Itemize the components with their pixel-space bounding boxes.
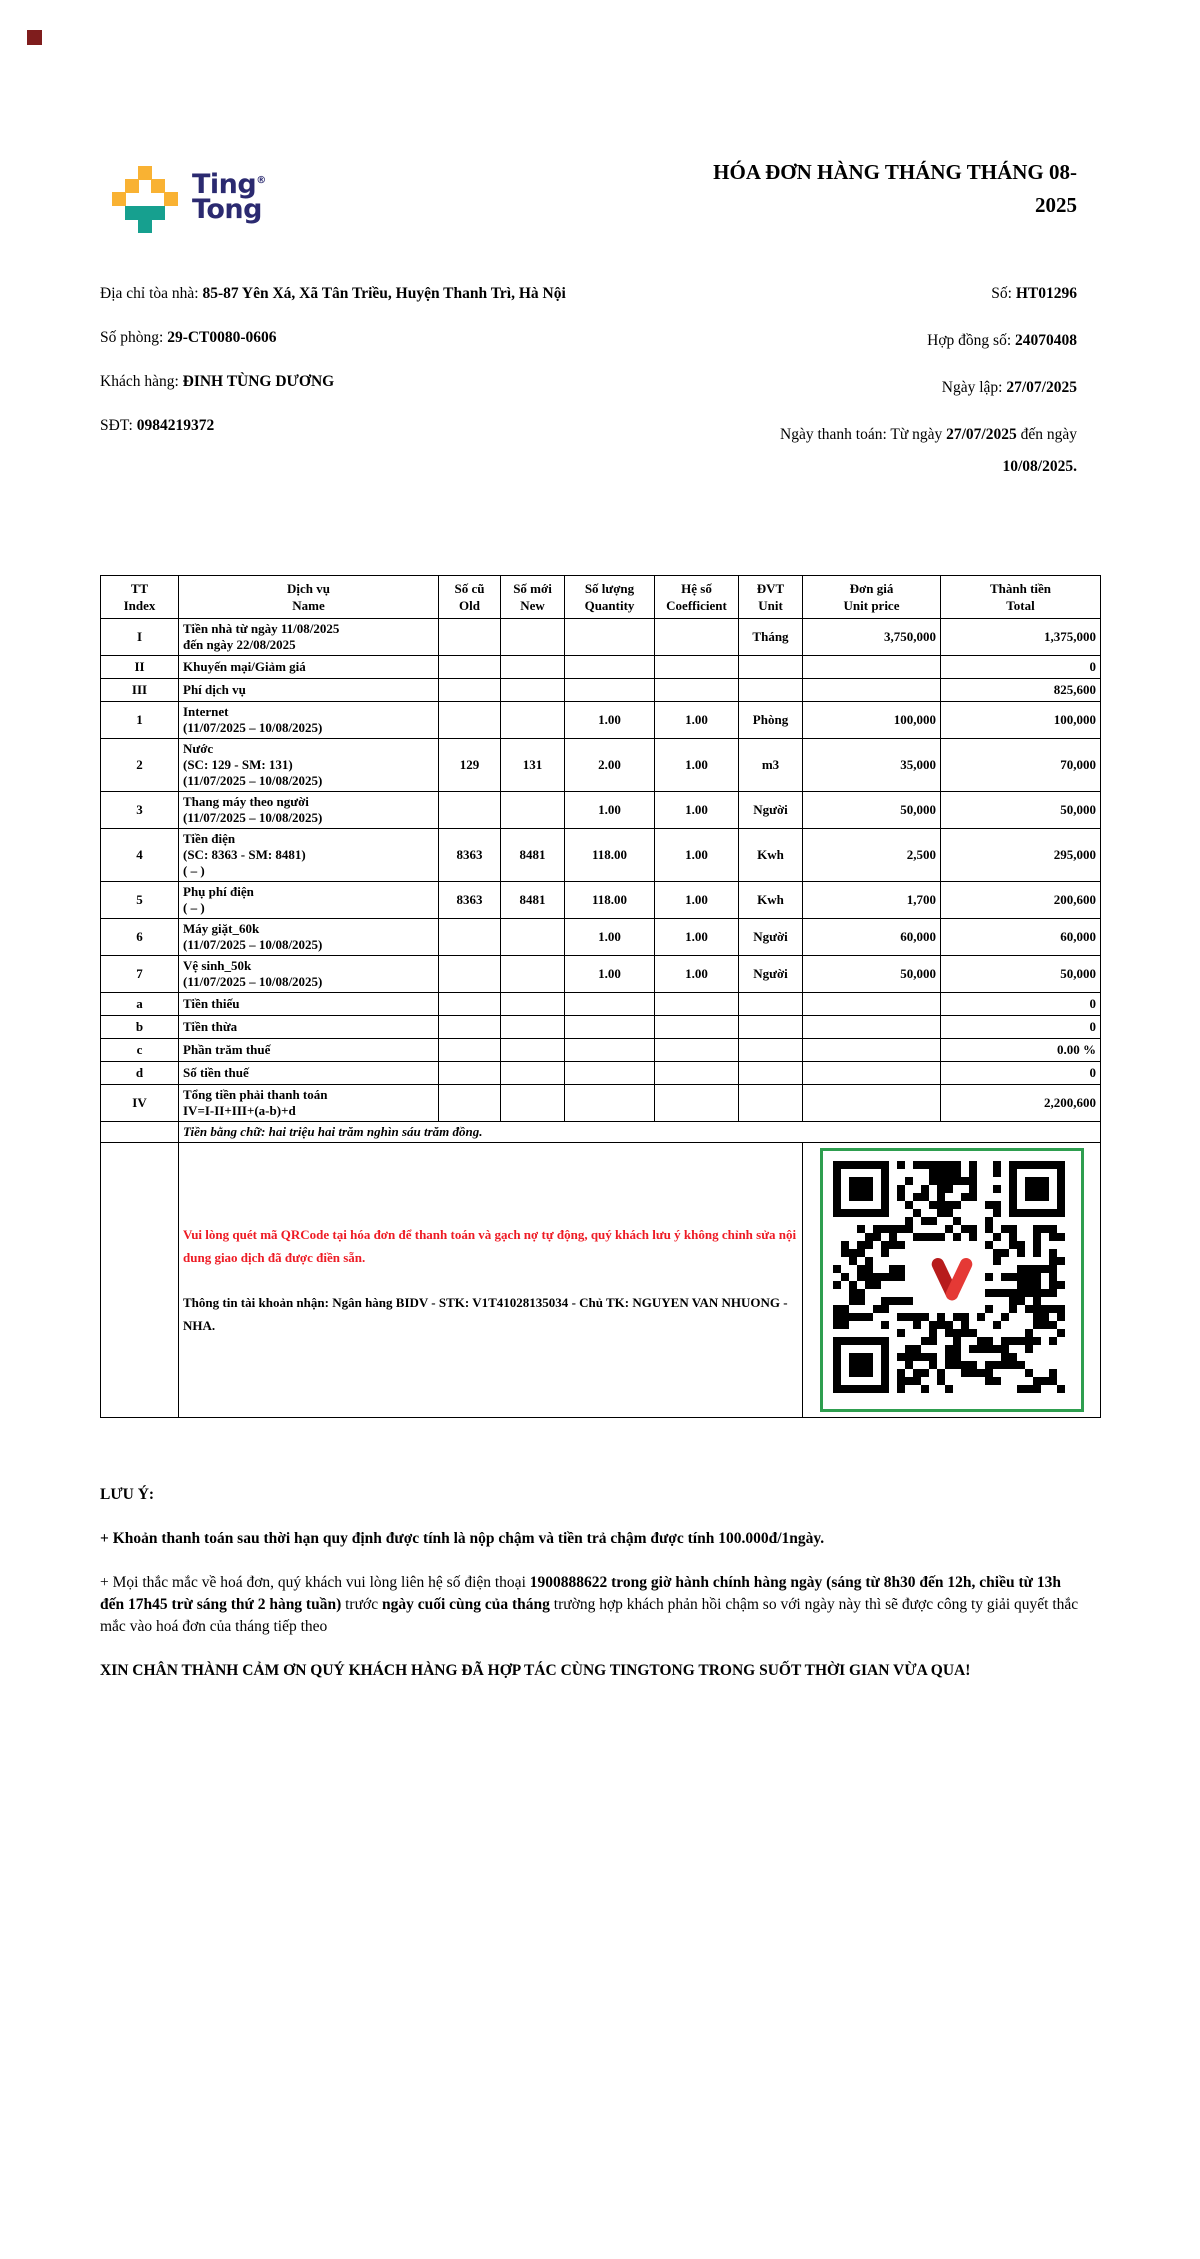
charges-table-footer bbox=[101, 1122, 1101, 1418]
cell-unit bbox=[739, 1016, 803, 1039]
cell-new-reading: 131 bbox=[501, 739, 565, 792]
cell-index: 6 bbox=[101, 919, 179, 956]
column-header: Hệ số Coefficient bbox=[655, 576, 739, 619]
cell-quantity bbox=[565, 1039, 655, 1062]
cell-service-name: Tiền nhà từ ngày 11/08/2025 đến ngày 22/08/2025 bbox=[179, 619, 439, 656]
cell-coefficient bbox=[655, 679, 739, 702]
cell-index: a bbox=[101, 993, 179, 1016]
cell-total: 60,000 bbox=[941, 919, 1101, 956]
cell-new-reading bbox=[501, 1039, 565, 1062]
cell-old-reading bbox=[439, 1039, 501, 1062]
cell-coefficient: 1.00 bbox=[655, 956, 739, 993]
customer-info bbox=[100, 278, 580, 454]
cell-service-name: Thang máy theo người (11/07/2025 – 10/08/2025) bbox=[179, 792, 439, 829]
registered-mark: ® bbox=[256, 175, 266, 186]
cell-new-reading bbox=[501, 1062, 565, 1085]
table-row bbox=[101, 919, 1101, 956]
cell-empty bbox=[101, 1143, 179, 1418]
cell-total: 50,000 bbox=[941, 956, 1101, 993]
cell-old-reading bbox=[439, 619, 501, 656]
notes-heading: LƯU Ý: bbox=[100, 1486, 155, 1503]
cell-new-reading: 8481 bbox=[501, 829, 565, 882]
cell-coefficient: 1.00 bbox=[655, 882, 739, 919]
cell-service-name: Nước (SC: 129 - SM: 131) (11/07/2025 – 10/08/2025) bbox=[179, 739, 439, 792]
cell-coefficient: 1.00 bbox=[655, 919, 739, 956]
qr-notice: Vui lòng quét mã QRCode tại hóa đơn để thanh toán và gạch nợ tự động, quý khách lưu ý không chỉnh sửa nội dung giao dịch đã được điền sẵn. bbox=[183, 1227, 797, 1265]
table-row bbox=[101, 619, 1101, 656]
cell-index: 5 bbox=[101, 882, 179, 919]
cell-unit-price bbox=[803, 1016, 941, 1039]
payment-instructions bbox=[179, 1143, 803, 1418]
cell-quantity bbox=[565, 1016, 655, 1039]
cell-unit-price bbox=[803, 993, 941, 1016]
cell-total: 0 bbox=[941, 656, 1101, 679]
column-header: Dịch vụ Name bbox=[179, 576, 439, 619]
cell-old-reading bbox=[439, 702, 501, 739]
cell-unit-price: 1,700 bbox=[803, 882, 941, 919]
cell-quantity: 118.00 bbox=[565, 882, 655, 919]
cell-new-reading bbox=[501, 702, 565, 739]
table-row bbox=[101, 1016, 1101, 1039]
invoice-title-line1: HÓA ĐƠN HÀNG THÁNG THÁNG 08- bbox=[713, 160, 1077, 184]
cell-old-reading: 8363 bbox=[439, 829, 501, 882]
cell-index: b bbox=[101, 1016, 179, 1039]
cell-old-reading bbox=[439, 1085, 501, 1122]
cell-total: 0.00 % bbox=[941, 1039, 1101, 1062]
cell-index: d bbox=[101, 1062, 179, 1085]
cell-total: 0 bbox=[941, 1062, 1101, 1085]
column-header: Số lượng Quantity bbox=[565, 576, 655, 619]
contract-number: Hợp đồng số: 24070408 bbox=[927, 332, 1077, 349]
cell-old-reading: 8363 bbox=[439, 882, 501, 919]
page-corner-marker bbox=[27, 30, 42, 45]
cell-total: 0 bbox=[941, 1016, 1101, 1039]
qr-payment-row bbox=[101, 1143, 1101, 1418]
cell-quantity bbox=[565, 993, 655, 1016]
table-row bbox=[101, 956, 1101, 993]
cell-new-reading bbox=[501, 1085, 565, 1122]
cell-old-reading bbox=[439, 679, 501, 702]
table-row bbox=[101, 882, 1101, 919]
cell-coefficient: 1.00 bbox=[655, 829, 739, 882]
cell-index: 2 bbox=[101, 739, 179, 792]
cell-index: IV bbox=[101, 1085, 179, 1122]
column-header: ĐVT Unit bbox=[739, 576, 803, 619]
table-row bbox=[101, 679, 1101, 702]
cell-index: 1 bbox=[101, 702, 179, 739]
cell-new-reading bbox=[501, 993, 565, 1016]
table-row bbox=[101, 656, 1101, 679]
cell-old-reading bbox=[439, 993, 501, 1016]
cell-new-reading bbox=[501, 919, 565, 956]
cell-quantity: 1.00 bbox=[565, 956, 655, 993]
table-row bbox=[101, 1039, 1101, 1062]
cell-unit: Kwh bbox=[739, 882, 803, 919]
cell-unit-price: 35,000 bbox=[803, 739, 941, 792]
cell-total: 70,000 bbox=[941, 739, 1101, 792]
column-header: Đơn giá Unit price bbox=[803, 576, 941, 619]
cell-unit-price bbox=[803, 679, 941, 702]
charges-table-body bbox=[101, 619, 1101, 1122]
cell-total: 100,000 bbox=[941, 702, 1101, 739]
cell-service-name: Internet (11/07/2025 – 10/08/2025) bbox=[179, 702, 439, 739]
vietqr-v-icon bbox=[923, 1254, 981, 1306]
cell-quantity bbox=[565, 1062, 655, 1085]
cell-index: II bbox=[101, 656, 179, 679]
invoice-number: Số: HT01296 bbox=[991, 285, 1077, 302]
cell-quantity: 2.00 bbox=[565, 739, 655, 792]
tingtong-logo bbox=[112, 166, 266, 233]
table-row bbox=[101, 1062, 1101, 1085]
cell-unit: Phòng bbox=[739, 702, 803, 739]
cell-index: 7 bbox=[101, 956, 179, 993]
invoice-title-line2: 2025 bbox=[1035, 193, 1077, 217]
cell-unit-price: 50,000 bbox=[803, 956, 941, 993]
cell-old-reading bbox=[439, 1062, 501, 1085]
cell-service-name: Phụ phí điện ( – ) bbox=[179, 882, 439, 919]
cell-quantity: 1.00 bbox=[565, 919, 655, 956]
cell-service-name: Số tiền thuế bbox=[179, 1062, 439, 1085]
cell-old-reading bbox=[439, 656, 501, 679]
invoice-title bbox=[617, 156, 1077, 222]
cell-unit: Tháng bbox=[739, 619, 803, 656]
header-row bbox=[101, 576, 1101, 619]
cell-unit bbox=[739, 1039, 803, 1062]
cell-unit-price: 60,000 bbox=[803, 919, 941, 956]
cell-unit: m3 bbox=[739, 739, 803, 792]
tingtong-logo-icon bbox=[112, 166, 178, 233]
cell-unit bbox=[739, 679, 803, 702]
cell-unit-price: 2,500 bbox=[803, 829, 941, 882]
cell-unit-price: 50,000 bbox=[803, 792, 941, 829]
room-number: Số phòng: 29-CT0080-0606 bbox=[100, 329, 277, 346]
cell-service-name: Máy giặt_60k (11/07/2025 – 10/08/2025) bbox=[179, 919, 439, 956]
cell-total: 1,375,000 bbox=[941, 619, 1101, 656]
column-header: Số mới New bbox=[501, 576, 565, 619]
cell-coefficient bbox=[655, 619, 739, 656]
cell-service-name: Khuyến mại/Giảm giá bbox=[179, 656, 439, 679]
cell-unit-price bbox=[803, 1085, 941, 1122]
cell-unit: Người bbox=[739, 792, 803, 829]
cell-total: 825,600 bbox=[941, 679, 1101, 702]
cell-quantity bbox=[565, 1085, 655, 1122]
cell-unit-price bbox=[803, 1039, 941, 1062]
cell-quantity: 1.00 bbox=[565, 792, 655, 829]
cell-index: c bbox=[101, 1039, 179, 1062]
cell-coefficient bbox=[655, 993, 739, 1016]
cell-unit-price bbox=[803, 1062, 941, 1085]
cell-coefficient bbox=[655, 1039, 739, 1062]
cell-total: 50,000 bbox=[941, 792, 1101, 829]
table-row bbox=[101, 829, 1101, 882]
cell-unit: Người bbox=[739, 919, 803, 956]
table-row bbox=[101, 993, 1101, 1016]
customer-name: Khách hàng: ĐINH TÙNG DƯƠNG bbox=[100, 373, 335, 390]
issue-date: Ngày lập: 27/07/2025 bbox=[941, 379, 1077, 396]
cell-total: 0 bbox=[941, 993, 1101, 1016]
cell-new-reading bbox=[501, 679, 565, 702]
cell-service-name: Vệ sinh_50k (11/07/2025 – 10/08/2025) bbox=[179, 956, 439, 993]
tingtong-logo-text: Ting® Tong bbox=[192, 169, 266, 225]
cell-quantity bbox=[565, 656, 655, 679]
payment-period: Ngày thanh toán: Từ ngày 27/07/2025 đến ngày 10/08/2025. bbox=[780, 426, 1077, 475]
cell-coefficient bbox=[655, 1016, 739, 1039]
cell-index: III bbox=[101, 679, 179, 702]
column-header: Số cũ Old bbox=[439, 576, 501, 619]
cell-service-name: Tổng tiền phải thanh toán IV=I-II+III+(a-b)+d bbox=[179, 1085, 439, 1122]
table-row bbox=[101, 702, 1101, 739]
cell-coefficient bbox=[655, 1062, 739, 1085]
charges-table-header bbox=[101, 576, 1101, 619]
cell-index: 3 bbox=[101, 792, 179, 829]
column-header: TT Index bbox=[101, 576, 179, 619]
cell-new-reading bbox=[501, 1016, 565, 1039]
cell-coefficient: 1.00 bbox=[655, 792, 739, 829]
column-header: Thành tiền Total bbox=[941, 576, 1101, 619]
table-row bbox=[101, 739, 1101, 792]
cell-old-reading bbox=[439, 792, 501, 829]
cell-unit bbox=[739, 1085, 803, 1122]
bank-account-info: Thông tin tài khoản nhận: Ngân hàng BIDV - STK: V1T41028135034 - Chủ TK: NGUYEN VAN NHUONG - NHA. bbox=[183, 1295, 788, 1333]
cell-coefficient: 1.00 bbox=[655, 739, 739, 792]
table-row bbox=[101, 1085, 1101, 1122]
building-address: Địa chỉ tòa nhà: 85-87 Yên Xá, Xã Tân Triều, Huyện Thanh Trì, Hà Nội bbox=[100, 285, 566, 302]
cell-total: 200,600 bbox=[941, 882, 1101, 919]
cell-old-reading: 129 bbox=[439, 739, 501, 792]
qr-code-cell bbox=[803, 1143, 1101, 1418]
cell-unit: Kwh bbox=[739, 829, 803, 882]
cell-service-name: Tiền thiếu bbox=[179, 993, 439, 1016]
cell-old-reading bbox=[439, 956, 501, 993]
cell-coefficient: 1.00 bbox=[655, 702, 739, 739]
cell-unit-price: 3,750,000 bbox=[803, 619, 941, 656]
customer-phone: SĐT: 0984219372 bbox=[100, 417, 215, 434]
invoice-meta bbox=[607, 278, 1077, 498]
cell-quantity: 118.00 bbox=[565, 829, 655, 882]
cell-quantity: 1.00 bbox=[565, 702, 655, 739]
qr-code bbox=[820, 1148, 1084, 1412]
cell-unit bbox=[739, 1062, 803, 1085]
cell-total: 295,000 bbox=[941, 829, 1101, 882]
cell-new-reading bbox=[501, 792, 565, 829]
cell-service-name: Phí dịch vụ bbox=[179, 679, 439, 702]
footer-notes bbox=[100, 1486, 1085, 1704]
cell-unit-price: 100,000 bbox=[803, 702, 941, 739]
cell-new-reading: 8481 bbox=[501, 882, 565, 919]
late-payment-note: + Khoản thanh toán sau thời hạn quy định được tính là nộp chậm và tiền trả chậm được tính 100.000đ/1ngày. bbox=[100, 1530, 825, 1547]
cell-new-reading bbox=[501, 656, 565, 679]
cell-coefficient bbox=[655, 656, 739, 679]
cell-service-name: Tiền điện (SC: 8363 - SM: 8481) ( – ) bbox=[179, 829, 439, 882]
amount-in-words: Tiền bằng chữ: hai triệu hai trăm nghìn sáu trăm đồng. bbox=[179, 1122, 1101, 1143]
cell-coefficient bbox=[655, 1085, 739, 1122]
thank-you-note: XIN CHÂN THÀNH CẢM ƠN QUÝ KHÁCH HÀNG ĐÃ HỢP TÁC CÙNG TINGTONG TRONG SUỐT THỜI GIAN VỪA QUA! bbox=[100, 1662, 971, 1679]
cell-new-reading bbox=[501, 619, 565, 656]
cell-service-name: Phần trăm thuế bbox=[179, 1039, 439, 1062]
cell-index: I bbox=[101, 619, 179, 656]
table-row bbox=[101, 792, 1101, 829]
cell-unit-price bbox=[803, 656, 941, 679]
cell-old-reading bbox=[439, 919, 501, 956]
cell-quantity bbox=[565, 679, 655, 702]
cell-unit bbox=[739, 993, 803, 1016]
cell-index: 4 bbox=[101, 829, 179, 882]
cell-old-reading bbox=[439, 1016, 501, 1039]
cell-unit bbox=[739, 656, 803, 679]
cell-new-reading bbox=[501, 956, 565, 993]
cell-empty bbox=[101, 1122, 179, 1143]
amount-in-words-row bbox=[101, 1122, 1101, 1143]
cell-unit: Người bbox=[739, 956, 803, 993]
hotline-note: + Mọi thắc mắc về hoá đơn, quý khách vui lòng liên hệ số điện thoại 1900888622 trong giờ hành chính hàng ngày (sáng từ 8h30 đến 12h, chiều từ 13h đến 17h45 trừ sáng thứ 2 hàng tuần) trước ngày cuối cùng của tháng trường hợp khách phản hồi chậm so với ngày này thì sẽ được công ty giải quyết thắc mắc vào hoá đơn của tháng tiếp theo bbox=[100, 1574, 1079, 1635]
cell-service-name: Tiền thừa bbox=[179, 1016, 439, 1039]
cell-total: 2,200,600 bbox=[941, 1085, 1101, 1122]
cell-quantity bbox=[565, 619, 655, 656]
charges-table bbox=[100, 575, 1101, 1418]
